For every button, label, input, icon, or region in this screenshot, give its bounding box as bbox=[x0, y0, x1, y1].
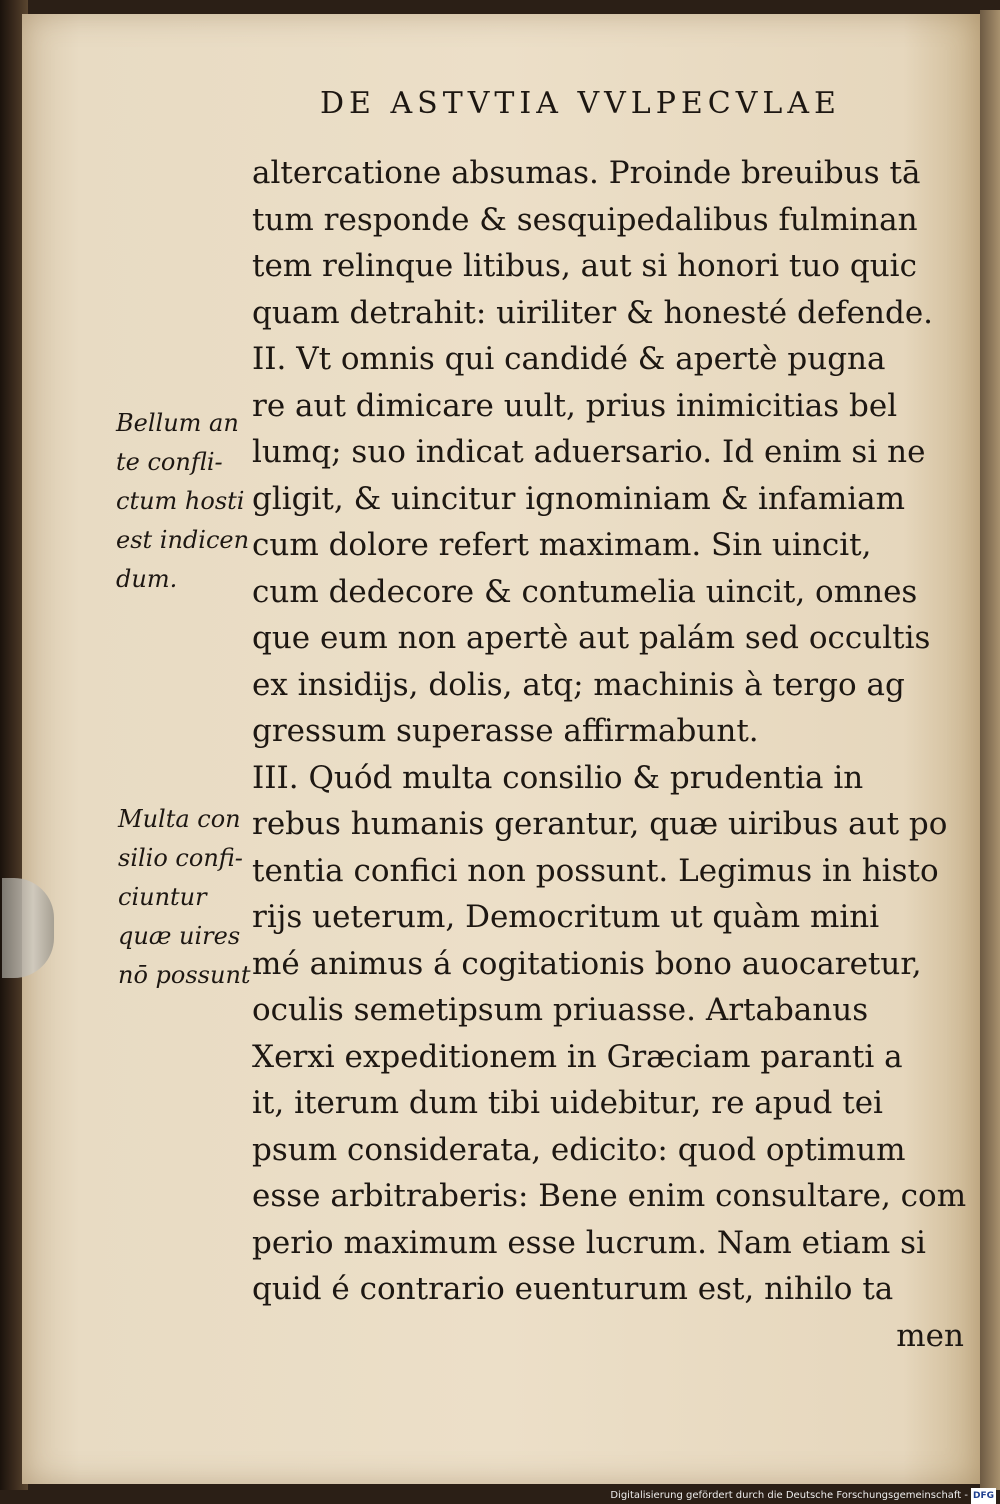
text-line: rijs ueterum, Democritum ut quàm mini bbox=[252, 899, 880, 935]
text-line: lumq; suo indicat aduersario. Id enim si ne bbox=[252, 434, 926, 470]
text-line: gligit, & uincitur ignominiam & infamiam bbox=[252, 480, 906, 517]
marginal-note-line: silio confi- bbox=[118, 844, 243, 872]
running-head: DE ASTVTIA VVLPECVLAE bbox=[320, 86, 841, 121]
text-line: tum responde & sesquipedalibus fulminan bbox=[252, 201, 918, 238]
text-line: quid é contrario euenturum est, nihilo ta bbox=[252, 1271, 894, 1307]
digitization-credit bbox=[606, 1488, 996, 1504]
marginal-note-line: quæ uires bbox=[118, 922, 241, 950]
marginal-note-line: dum. bbox=[116, 565, 178, 593]
text-line: II. Vt omnis qui candidé & apertè pugna bbox=[252, 341, 886, 377]
text-line: quam detrahit: uiriliter & honesté defende. bbox=[252, 294, 934, 331]
text-line: rebus humanis gerantur, quæ uiribus aut po bbox=[252, 806, 948, 842]
dfg-logo: DFG bbox=[971, 1488, 996, 1504]
text-line: mé animus á cogitationis bono auocaretur, bbox=[252, 945, 922, 982]
marginal-note-line: ctum hosti bbox=[116, 487, 245, 515]
text-line: tentia confici non possunt. Legimus in histo bbox=[252, 852, 939, 889]
marginal-note bbox=[118, 800, 258, 995]
text-line: cum dedecore & contumelia uincit, omnes bbox=[252, 573, 918, 610]
marginal-note-line: te confli- bbox=[116, 448, 223, 476]
text-line: gressum superasse affirmabunt. bbox=[252, 713, 759, 749]
text-line: Xerxi expeditionem in Græciam paranti a bbox=[252, 1038, 903, 1075]
text-line: ex insidijs, dolis, atq; machinis à tergo ag bbox=[252, 666, 905, 703]
text-line: III. Quód multa consilio & prudentia in bbox=[252, 759, 864, 796]
catchword: men bbox=[896, 1317, 964, 1354]
main-text-block bbox=[252, 150, 967, 1359]
marginal-note-line: Bellum an bbox=[116, 409, 239, 437]
text-line: re aut dimicare uult, prius inimicitias bel bbox=[252, 387, 898, 424]
text-line: esse arbitraberis: Bene enim consultare, com bbox=[252, 1178, 967, 1214]
text-line: tem relinque litibus, aut si honori tuo quic bbox=[252, 248, 917, 284]
facing-page-edge bbox=[980, 10, 1000, 1490]
marginal-note-line: Multa con bbox=[118, 805, 241, 833]
text-line: oculis semetipsum priuasse. Artabanus bbox=[252, 992, 869, 1028]
text-line: it, iterum dum tibi uidebitur, re apud tei bbox=[252, 1085, 883, 1121]
marginal-note bbox=[116, 404, 256, 599]
text-line: perio maximum esse lucrum. Nam etiam si bbox=[252, 1224, 926, 1261]
text-line: altercatione absumas. Proinde breuibus tā bbox=[252, 155, 921, 191]
marginal-note-line: est indicen bbox=[116, 526, 250, 554]
text-line: que eum non apertè aut palám sed occultis bbox=[252, 620, 931, 656]
credit-text: Digitalisierung gefördert durch die Deutsche Forschungsgemeinschaft - bbox=[610, 1490, 968, 1501]
marginal-note-line: nō possunt bbox=[118, 961, 251, 989]
text-line: cum dolore refert maximam. Sin uincit, bbox=[252, 527, 872, 563]
text-line: psum considerata, edicito: quod optimum bbox=[252, 1131, 906, 1168]
marginal-note-line: ciuntur bbox=[118, 883, 207, 911]
